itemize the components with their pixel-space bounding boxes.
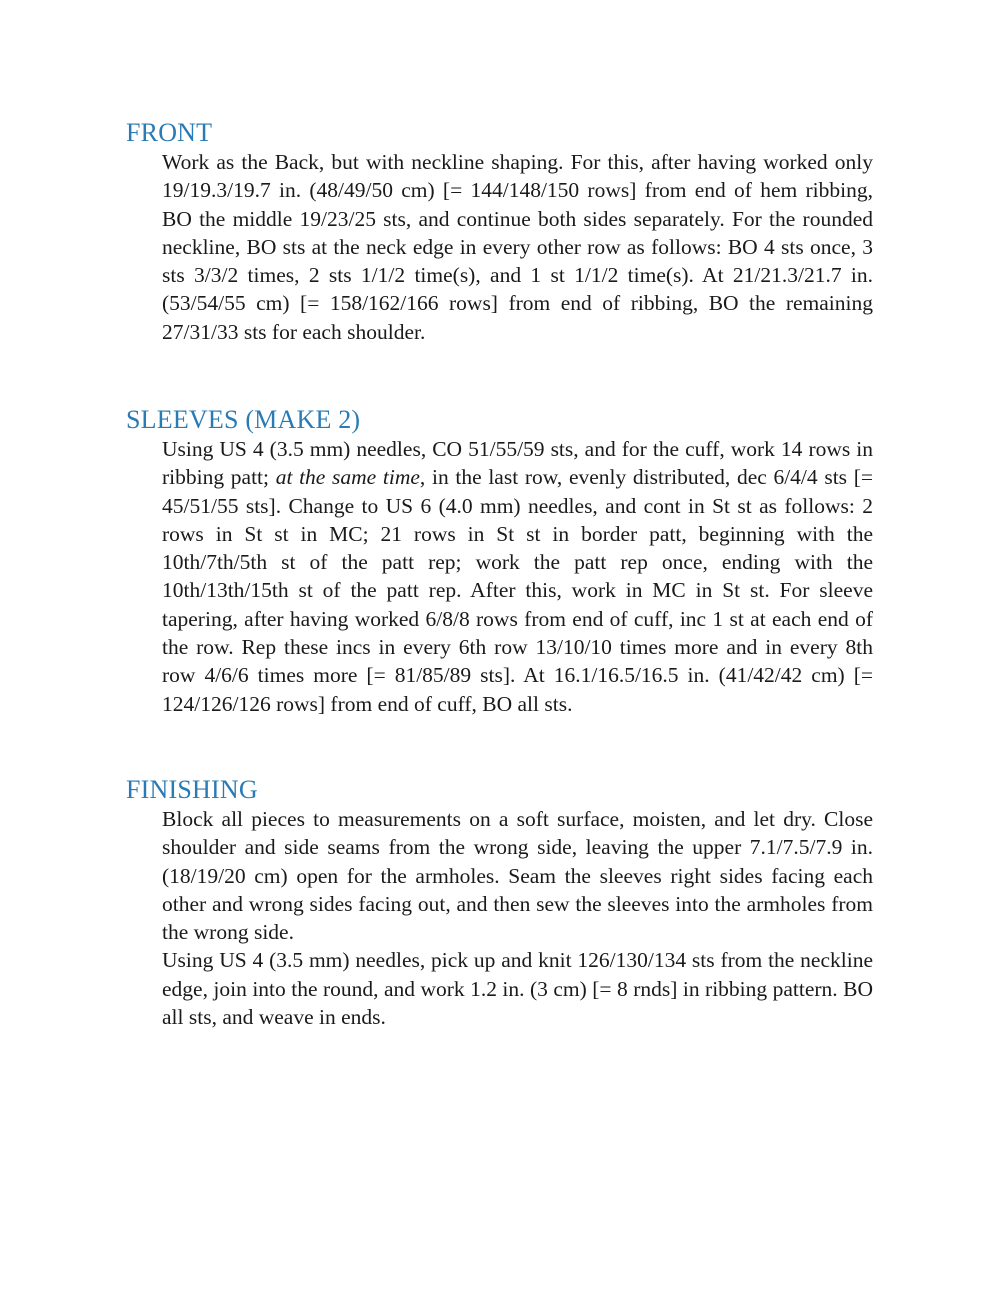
paragraph-finishing-2: Using US 4 (3.5 mm) needles, pick up and knit 126/130/134 sts from the neckline edge, join into the round, and work 1.2 in. (3 cm) [= 8 rnds] in ribbing pattern. BO all sts, and weave in ends. (162, 948, 873, 1030)
section-heading-sleeves: SLEEVES (MAKE 2) (126, 405, 361, 434)
paragraph-front: Work as the Back, but with neckline shaping. For this, after having worked only 19/19.3/19.7 in. (48/49/50 cm) [= 144/148/150 rows] from end of hem ribbing, BO the middle 19/23/25 sts, and continue both sides separately. For the rounded neckline, BO sts at the neck edge in every other row as follows: BO 4 sts once, 3 sts 3/3/2 times, 2 sts 1/1/2 time(s), and 1 st 1/1/2 time(s). At 21/21.3/21.7 in. (53/54/55 cm) [= 158/162/166 rows] from end of ribbing, BO the remaining 27/31/33 sts for each shoulder. (162, 150, 873, 344)
paragraph-sleeves-part-2: , in the last row, evenly distributed, dec 6/4/4 sts [= 45/51/55 sts]. Change to US 6 (4.0 mm) needles, and cont in St st as follows: 2 rows in St st in MC; 21 rows in St st in border patt, beginning with the 10th/7th/5th st of the patt rep; work the patt rep once, ending with the 10th/13th/15th st of the patt rep. After this, work in MC in St st. For sleeve tapering, after having worked 6/8/8 rows from end of cuff, inc 1 st at each end of the row. Rep these incs in every 6th row 13/10/10 times more and in every 8th row 4/6/6 times more [= 81/85/89 sts]. At 16.1/16.5/16.5 in. (41/42/42 cm) [= 124/126/126 rows] from end of cuff, BO all sts. (162, 465, 873, 716)
section-sleeves (126, 405, 874, 718)
paragraph-finishing-1: Block all pieces to measurements on a soft surface, moisten, and let dry. Close shoulder and side seams from the wrong side, leaving the upper 7.1/7.5/7.9 in. (18/19/20 cm) open for the armholes. Seam the sleeves right sides facing each other and wrong sides facing out, and then sew the sleeves into the armholes from the wrong side. (162, 807, 873, 945)
section-heading-finishing: FINISHING (126, 775, 258, 804)
section-heading-front: FRONT (126, 118, 213, 147)
paragraph-sleeves-italic: at the same time (275, 465, 420, 490)
paragraph-sleeves-part-1: Using US 4 (3.5 mm) needles, CO 51/55/59 sts, and for the cuff, work 14 rows in ribbing patt; (162, 437, 873, 490)
section-finishing (126, 775, 874, 1031)
section-body-finishing (162, 805, 873, 1031)
section-front (126, 118, 874, 346)
paragraph-sleeves (162, 435, 873, 718)
section-body-sleeves (162, 435, 873, 718)
section-body-front (162, 148, 873, 346)
